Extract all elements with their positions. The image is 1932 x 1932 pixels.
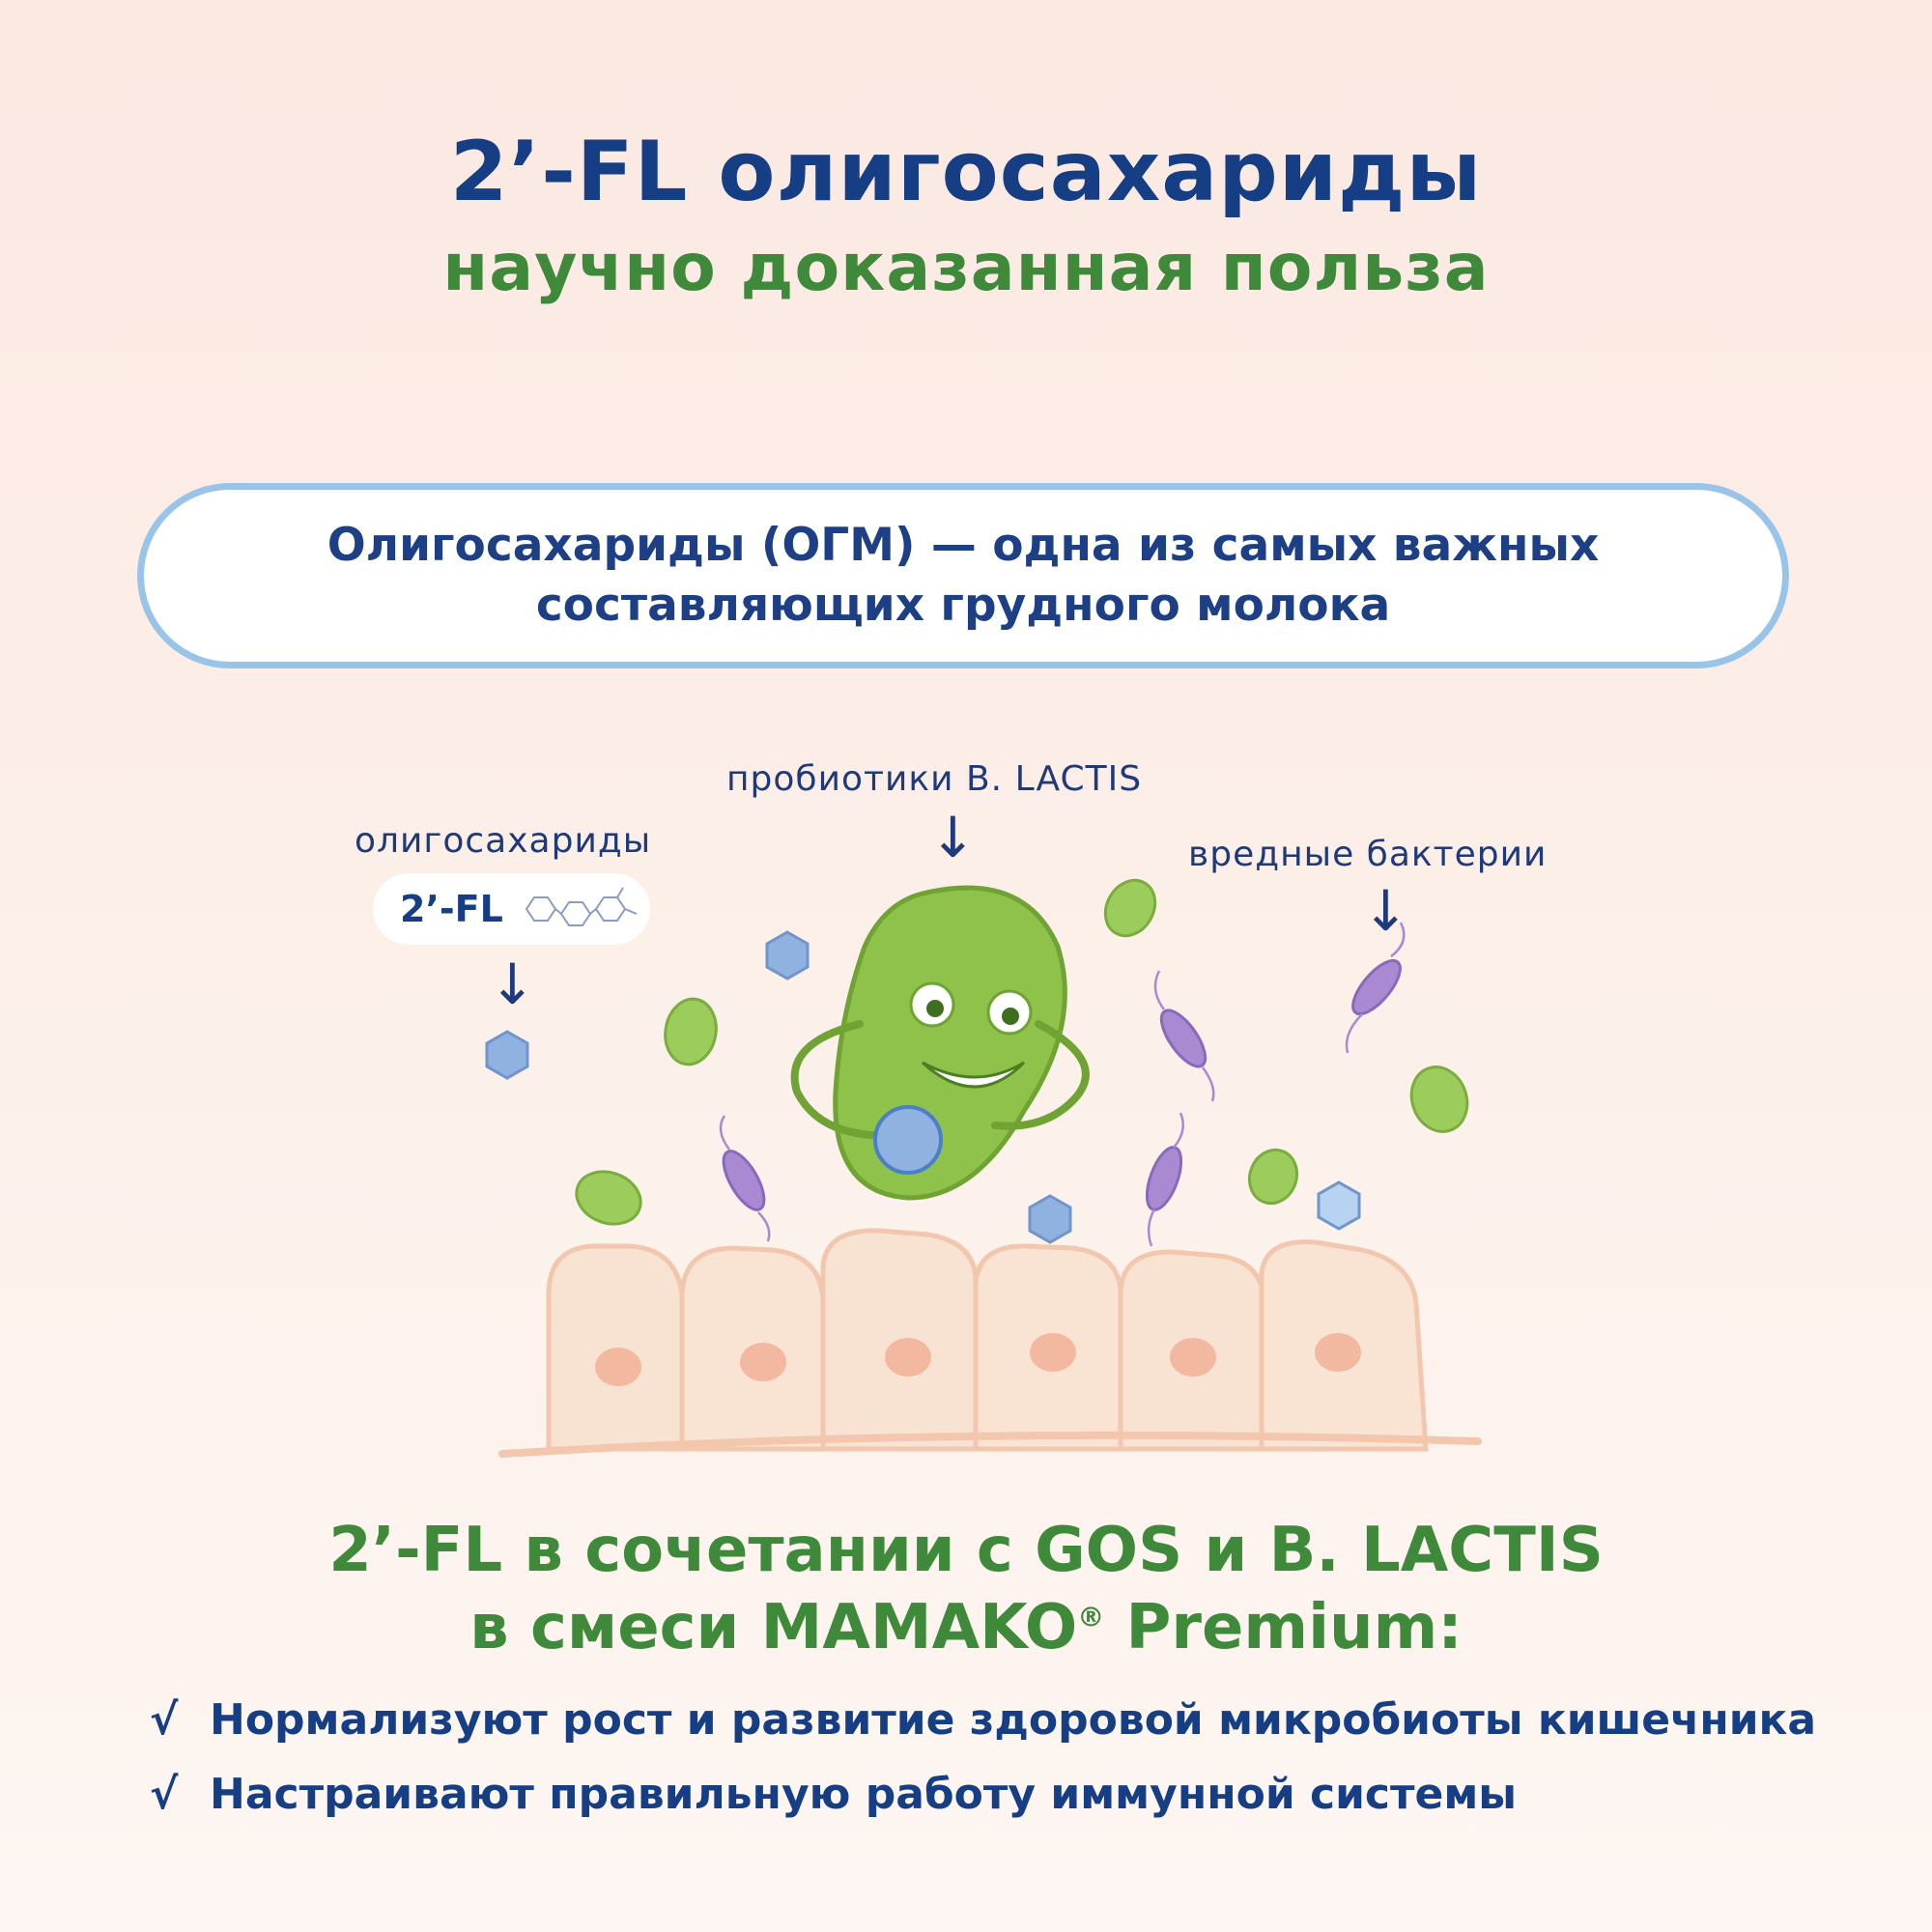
- arrow-oligosaccharides: ↓: [489, 952, 536, 1017]
- probiotic-character: [795, 888, 1086, 1198]
- chip-2fl-label: 2’-FL: [400, 888, 503, 930]
- chip-2fl: [373, 873, 650, 945]
- page-subtitle: научно доказанная польза: [442, 230, 1490, 306]
- bottom-title-suffix: Premium:: [1104, 1592, 1463, 1663]
- label-probiotics: пробиотики B. LACTIS: [726, 759, 1143, 799]
- bullet-text: Нормализуют рост и развитие здоровой микробиоты кишечника: [210, 1695, 1817, 1745]
- registered-mark: ®: [1077, 1601, 1105, 1634]
- intestinal-cells: [502, 1231, 1478, 1454]
- bullet-item: [150, 1695, 1816, 1745]
- bullet-text: Настраивают правильную работу иммунной системы: [210, 1770, 1518, 1819]
- callout-line-2: составляющих грудного молока: [535, 579, 1391, 632]
- bottom-title-line-2: [0, 1592, 1932, 1663]
- arrow-harmful-bacteria: ↓: [1362, 878, 1409, 944]
- callout-line-1: Олигосахариды (ОГМ) — одна из самых важных: [327, 519, 1600, 572]
- bullet-item: [150, 1770, 1517, 1819]
- page-title: 2’-FL олигосахариды: [449, 124, 1483, 220]
- label-harmful-bacteria: вредные бактерии: [1188, 835, 1548, 874]
- check-icon: √: [150, 1770, 179, 1819]
- bottom-title-prefix: в смеси MAMAKO: [469, 1592, 1078, 1663]
- label-oligosaccharides: олигосахариды: [355, 821, 652, 861]
- molecule-structure-icon: [513, 885, 639, 933]
- arrow-probiotics: ↓: [929, 805, 977, 870]
- bottom-title-line-1: 2’-FL в сочетании с GOS и B. LACTIS: [328, 1515, 1604, 1586]
- check-icon: √: [150, 1695, 179, 1745]
